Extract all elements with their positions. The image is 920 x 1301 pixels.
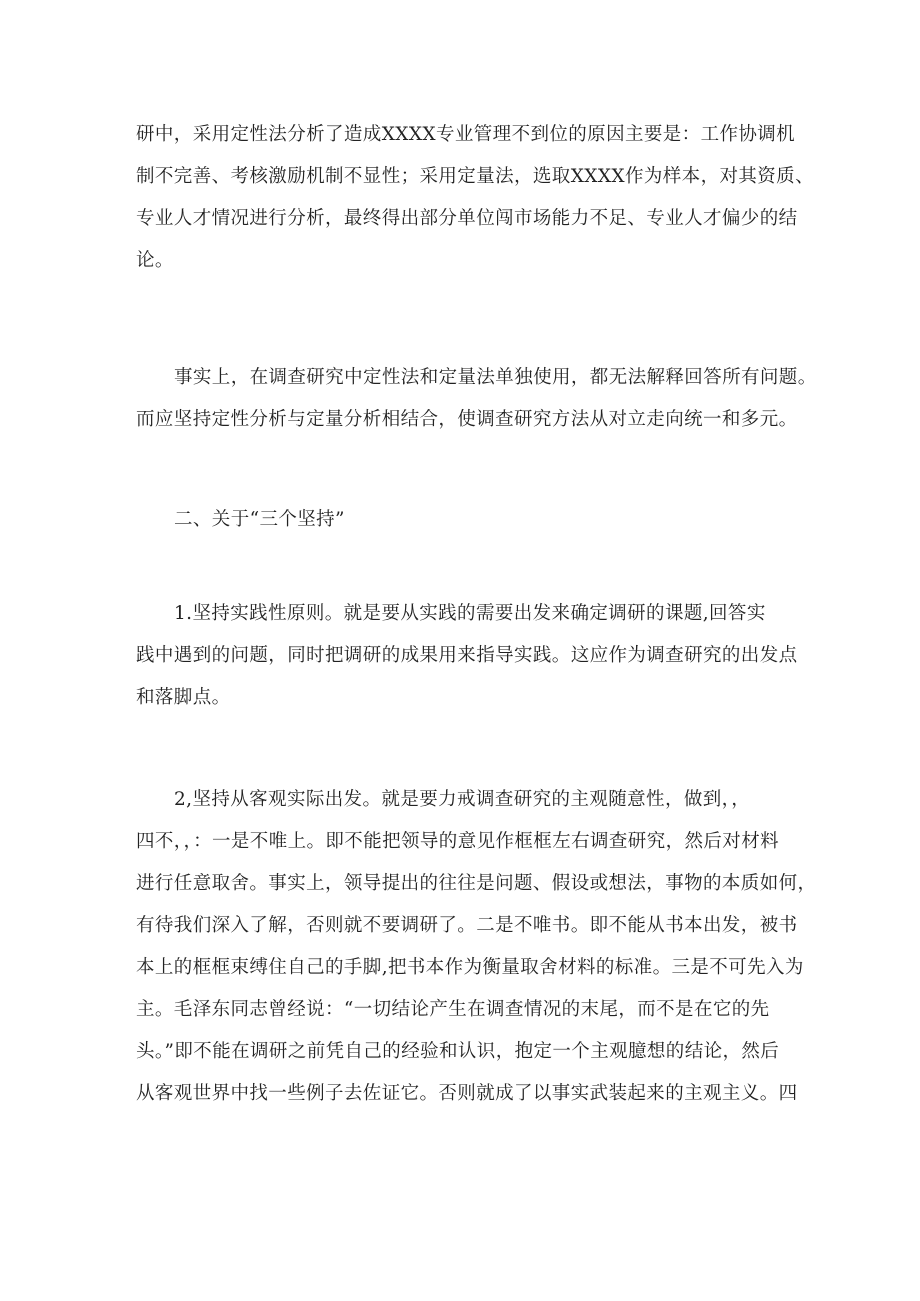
paragraph-research-methods <box>136 114 814 282</box>
section-heading <box>136 499 796 541</box>
text-line: 制不完善、考核激励机制不显性；采用定量法，选取XXXX作为样本，对其资质、 <box>136 166 814 187</box>
text-line: 主。毛泽东同志曾经说：“一切结论产生在调查情况的末尾，而不是在它的先 <box>136 999 770 1020</box>
paragraph-practice-principle <box>136 593 796 719</box>
heading-text: 二、关于“三个坚持” <box>174 509 345 530</box>
text-line: 而应坚持定性分析与定量分析相结合，使调查研究方法从对立走向统一和多元。 <box>136 409 798 430</box>
text-line: 从客观世界中找一些例子去佐证它。否则就成了以事实武装起来的主观主义。四 <box>136 1083 798 1104</box>
text-line: 本上的框框束缚住自己的手脚,把书本作为衡量取舍材料的标准。三是不可先入为 <box>136 957 804 978</box>
text-line: 和落脚点。 <box>136 687 231 708</box>
text-line: 事实上，在调查研究中定性法和定量法单独使用，都无法解释回答所有问题。 <box>174 367 817 388</box>
text-line: 头。”即不能在调研之前凭自己的经验和认识，抱定一个主观臆想的结论，然后 <box>136 1041 780 1062</box>
text-line: 践中遇到的问题，同时把调研的成果用来指导实践。这应作为调查研究的出发点 <box>136 645 798 666</box>
text-line: 研中，采用定性法分析了造成XXXX专业管理不到位的原因主要是：工作协调机 <box>136 124 796 145</box>
text-line: 1.坚持实践性原则。就是要从实践的需要出发来确定调研的课题,回答实 <box>174 603 766 624</box>
text-line: 论。 <box>136 250 174 271</box>
paragraph-combined-analysis <box>136 357 817 441</box>
paragraph-objective-reality <box>136 779 817 1115</box>
text-line: 四不，，：一是不唯上。即不能把领导的意见作框框左右调查研究，然后对材料 <box>136 831 780 852</box>
text-line: 进行任意取舍。事实上，领导提出的往往是问题、假设或想法，事物的本质如何， <box>136 873 817 894</box>
text-line: 专业人才情况进行分析，最终得出部分单位闯市场能力不足、专业人才偏少的结 <box>136 208 798 229</box>
text-line: 2,坚持从客观实际出发。就是要力戒调查研究的主观随意性，做到，， <box>174 789 751 810</box>
text-line: 有待我们深入了解，否则就不要调研了。二是不唯书。即不能从书本出发，被书 <box>136 915 798 936</box>
